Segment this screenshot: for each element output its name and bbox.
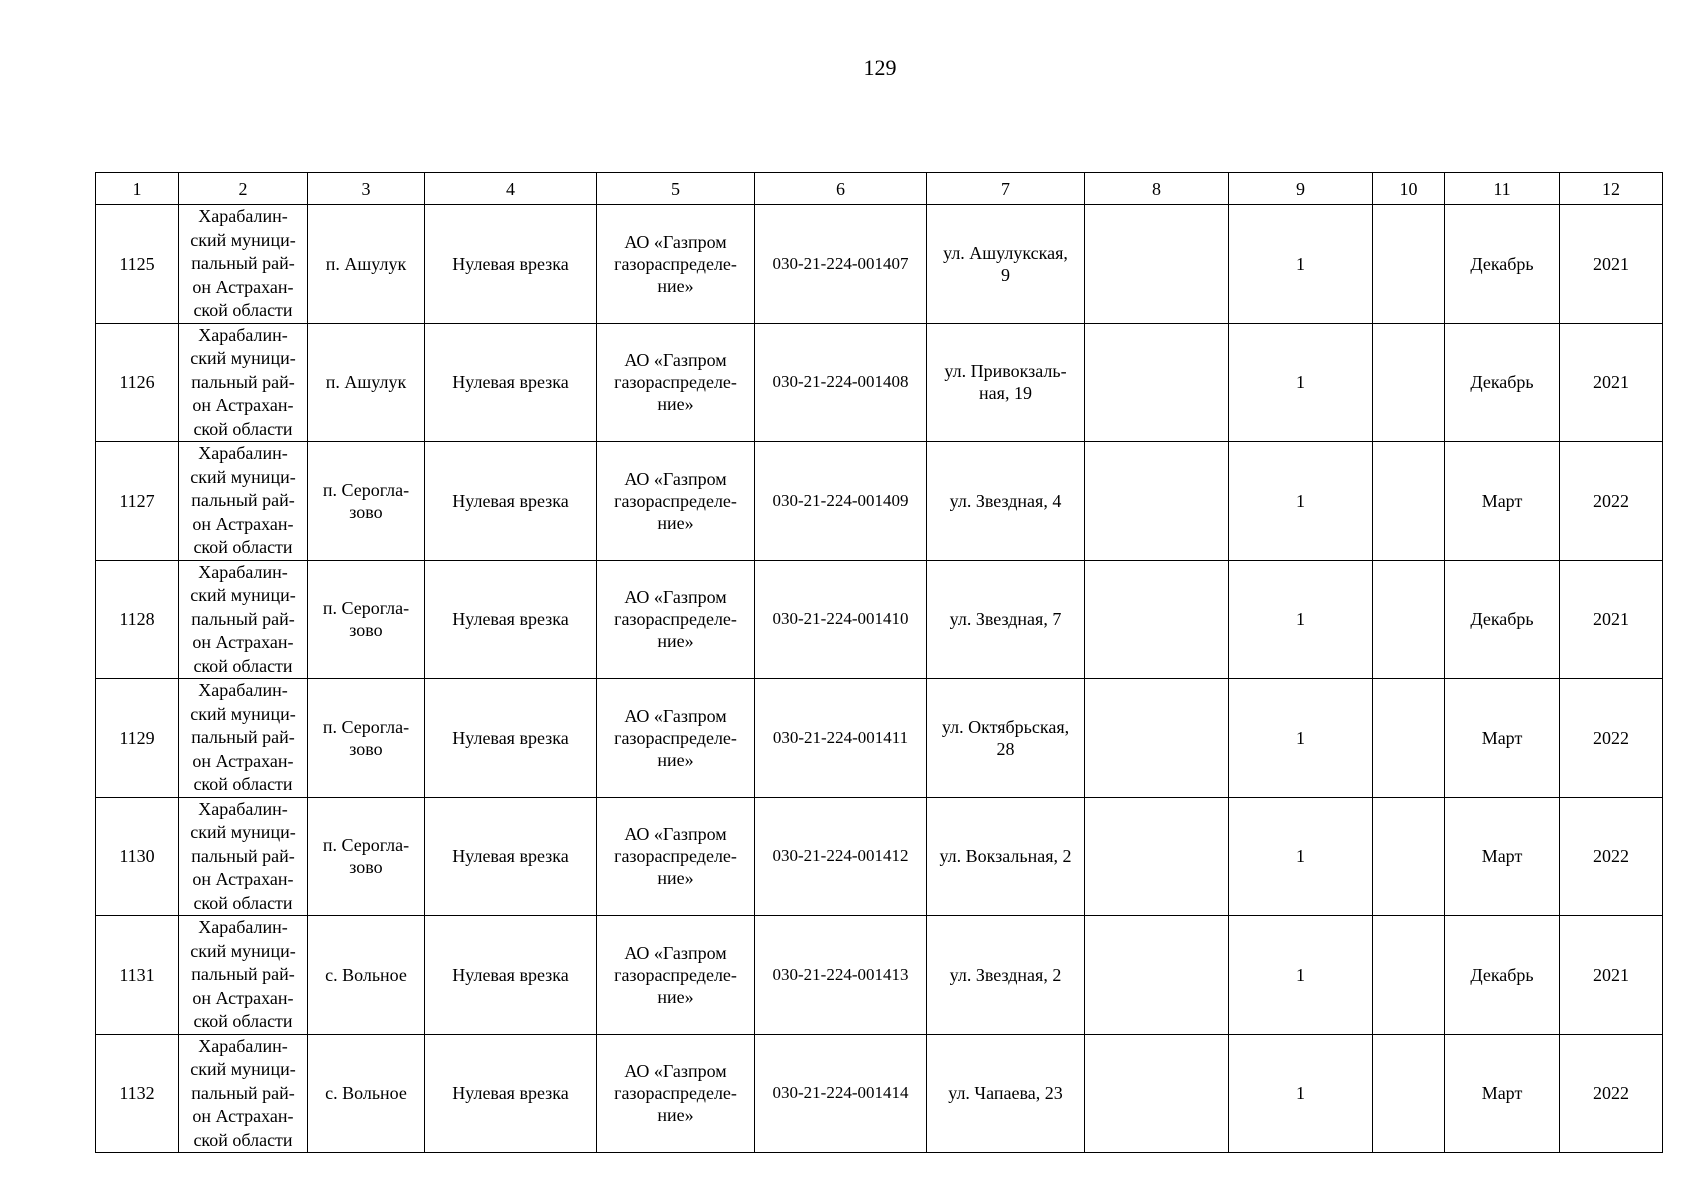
address-cell: [927, 442, 1085, 561]
settlement-cell: [308, 1034, 425, 1153]
settlement-line: п. Серогла-: [322, 835, 410, 856]
column-8-cell: [1085, 916, 1229, 1035]
address-cell: [927, 560, 1085, 679]
year-cell: 2022: [1560, 679, 1663, 798]
organization-line: газораспределе-: [614, 727, 737, 748]
address-cell: [927, 1034, 1085, 1153]
month-cell: Декабрь: [1445, 560, 1560, 679]
settlement-line: п. Серогла-: [322, 598, 410, 619]
table-row: [96, 679, 1663, 798]
column-8-cell: [1085, 797, 1229, 916]
address-line: ул. Чапаева, 23: [948, 1083, 1063, 1104]
organization-line: газораспределе-: [614, 964, 737, 985]
organization-line: АО «Газпром: [624, 231, 727, 252]
gasification-table: [95, 172, 1663, 1153]
settlement-line: с. Вольное: [325, 964, 407, 985]
organization-line: ние»: [657, 868, 694, 889]
district-line: Харабалин-: [198, 324, 288, 345]
district-line: пальный рай-: [191, 964, 295, 984]
address-line: ул. Вокзальная, 2: [939, 846, 1072, 867]
column-10-cell: [1373, 916, 1445, 1035]
column-10-cell: [1373, 205, 1445, 324]
district-line: ский муници-: [190, 229, 296, 250]
address-cell: [927, 797, 1085, 916]
settlement-line: зово: [349, 620, 383, 641]
district-line: ский муници-: [190, 822, 296, 842]
organization-line: ние»: [657, 986, 694, 1007]
organization-line: газораспределе-: [614, 609, 737, 630]
organization-line: АО «Газпром: [624, 942, 727, 963]
column-8-cell: [1085, 442, 1229, 561]
year-cell: 2021: [1560, 205, 1663, 324]
month-cell: Март: [1445, 797, 1560, 916]
column-header: 6: [755, 173, 927, 205]
district-line: он Астрахан-: [192, 1106, 294, 1126]
table-row: [96, 560, 1663, 679]
settlement-line: зово: [349, 501, 383, 522]
district-cell: [179, 1034, 308, 1153]
organization-cell: [597, 323, 755, 442]
row-number-cell: 1127: [96, 442, 179, 561]
district-line: пальный рай-: [191, 608, 295, 629]
column-9-cell: 1: [1229, 560, 1373, 679]
organization-line: ние»: [657, 394, 694, 415]
settlement-line: зово: [349, 857, 383, 878]
district-line: ской области: [193, 655, 293, 676]
row-number-cell: 1131: [96, 916, 179, 1035]
organization-line: АО «Газпром: [624, 824, 727, 845]
district-line: ской области: [193, 300, 293, 320]
settlement-line: п. Ашулук: [325, 253, 407, 274]
address-line: ная, 19: [979, 383, 1032, 404]
organization-line: АО «Газпром: [624, 587, 727, 608]
district-line: ской области: [193, 537, 293, 557]
column-9-cell: 1: [1229, 323, 1373, 442]
organization-line: АО «Газпром: [624, 350, 727, 371]
column-9-cell: 1: [1229, 679, 1373, 798]
object-code-cell: 030-21-224-001409: [755, 442, 927, 561]
column-10-cell: [1373, 323, 1445, 442]
work-type-cell: Нулевая врезка: [425, 323, 597, 442]
settlement-cell: [308, 323, 425, 442]
table-row: [96, 205, 1663, 324]
table-row: [96, 323, 1663, 442]
column-9-cell: 1: [1229, 442, 1373, 561]
row-number-cell: 1125: [96, 205, 179, 324]
organization-line: газораспределе-: [614, 846, 737, 867]
district-line: ский муници-: [190, 1059, 296, 1079]
organization-cell: [597, 797, 755, 916]
month-cell: Декабрь: [1445, 916, 1560, 1035]
settlement-cell: [308, 679, 425, 798]
column-header: 10: [1373, 173, 1445, 205]
column-header: 2: [179, 173, 308, 205]
district-line: ской области: [193, 1129, 293, 1150]
organization-line: ние»: [657, 749, 694, 770]
object-code-cell: 030-21-224-001408: [755, 323, 927, 442]
district-line: Харабалин-: [198, 798, 288, 819]
organization-line: ние»: [657, 631, 694, 652]
year-cell: 2022: [1560, 442, 1663, 561]
settlement-cell: [308, 916, 425, 1035]
district-line: ский муници-: [190, 348, 296, 368]
settlement-line: с. Вольное: [325, 1083, 407, 1104]
district-cell: [179, 797, 308, 916]
organization-line: ние»: [657, 275, 694, 296]
district-line: он Астрахан-: [192, 276, 294, 297]
address-cell: [927, 205, 1085, 324]
district-cell: [179, 560, 308, 679]
district-line: он Астрахан-: [192, 395, 294, 415]
work-type-cell: Нулевая врезка: [425, 916, 597, 1035]
column-header: 3: [308, 173, 425, 205]
work-type-cell: Нулевая врезка: [425, 560, 597, 679]
district-line: ской области: [193, 1011, 293, 1031]
work-type-cell: Нулевая врезка: [425, 1034, 597, 1153]
object-code-cell: 030-21-224-001413: [755, 916, 927, 1035]
column-9-cell: 1: [1229, 205, 1373, 324]
column-9-cell: 1: [1229, 1034, 1373, 1153]
district-line: ской области: [193, 774, 293, 794]
column-8-cell: [1085, 560, 1229, 679]
district-cell: [179, 205, 308, 324]
settlement-line: п. Серогла-: [322, 716, 410, 737]
settlement-cell: [308, 797, 425, 916]
year-cell: 2021: [1560, 560, 1663, 679]
column-header: 4: [425, 173, 597, 205]
work-type-cell: Нулевая врезка: [425, 205, 597, 324]
month-cell: Март: [1445, 679, 1560, 798]
organization-cell: [597, 916, 755, 1035]
column-header: 1: [96, 173, 179, 205]
object-code-cell: 030-21-224-001412: [755, 797, 927, 916]
table-row: [96, 916, 1663, 1035]
address-line: ул. Звездная, 4: [949, 490, 1062, 511]
address-line: ул. Привокзаль-: [944, 361, 1067, 382]
organization-line: газораспределе-: [614, 372, 737, 393]
district-line: ской области: [193, 892, 293, 913]
column-8-cell: [1085, 205, 1229, 324]
district-line: он Астрахан-: [192, 750, 294, 771]
district-line: пальный рай-: [191, 490, 295, 510]
district-line: Харабалин-: [198, 1035, 288, 1056]
work-type-cell: Нулевая врезка: [425, 442, 597, 561]
column-header: 11: [1445, 173, 1560, 205]
column-header: 8: [1085, 173, 1229, 205]
district-line: он Астрахан-: [192, 513, 294, 534]
organization-line: ние»: [657, 1105, 694, 1126]
table-body: [96, 205, 1663, 1153]
month-cell: Декабрь: [1445, 323, 1560, 442]
district-line: он Астрахан-: [192, 869, 294, 889]
address-line: ул. Звездная, 2: [949, 964, 1062, 985]
settlement-line: п. Ашулук: [325, 372, 407, 393]
column-8-cell: [1085, 1034, 1229, 1153]
month-cell: Декабрь: [1445, 205, 1560, 324]
district-line: он Астрахан-: [192, 632, 294, 652]
object-code-cell: 030-21-224-001414: [755, 1034, 927, 1153]
work-type-cell: Нулевая врезка: [425, 679, 597, 798]
column-header: 5: [597, 173, 755, 205]
row-number-cell: 1129: [96, 679, 179, 798]
organization-line: газораспределе-: [614, 253, 737, 274]
district-line: пальный рай-: [191, 845, 295, 866]
district-line: он Астрахан-: [192, 987, 294, 1008]
address-line: 28: [996, 738, 1015, 759]
district-line: ский муници-: [190, 703, 296, 724]
table-row: [96, 442, 1663, 561]
organization-cell: [597, 1034, 755, 1153]
settlement-line: зово: [349, 738, 383, 759]
district-line: пальный рай-: [191, 253, 295, 273]
column-10-cell: [1373, 442, 1445, 561]
column-9-cell: 1: [1229, 916, 1373, 1035]
column-10-cell: [1373, 679, 1445, 798]
district-line: Харабалин-: [198, 680, 288, 700]
organization-line: АО «Газпром: [624, 705, 727, 726]
year-cell: 2022: [1560, 797, 1663, 916]
row-number-cell: 1130: [96, 797, 179, 916]
table-row: [96, 1034, 1663, 1153]
month-cell: Март: [1445, 1034, 1560, 1153]
organization-cell: [597, 205, 755, 324]
month-cell: Март: [1445, 442, 1560, 561]
object-code-cell: 030-21-224-001410: [755, 560, 927, 679]
settlement-cell: [308, 205, 425, 324]
year-cell: 2021: [1560, 916, 1663, 1035]
organization-line: АО «Газпром: [624, 468, 727, 489]
table-row: [96, 797, 1663, 916]
column-header: 12: [1560, 173, 1663, 205]
column-header: 7: [927, 173, 1085, 205]
address-cell: [927, 323, 1085, 442]
district-cell: [179, 679, 308, 798]
year-cell: 2021: [1560, 323, 1663, 442]
address-line: ул. Ашулукская,: [943, 242, 1068, 263]
object-code-cell: 030-21-224-001411: [755, 679, 927, 798]
work-type-cell: Нулевая врезка: [425, 797, 597, 916]
organization-line: АО «Газпром: [624, 1061, 727, 1082]
column-header: 9: [1229, 173, 1373, 205]
organization-line: газораспределе-: [614, 1083, 737, 1104]
settlement-line: п. Серогла-: [322, 479, 410, 500]
column-8-cell: [1085, 679, 1229, 798]
organization-cell: [597, 560, 755, 679]
district-line: ский муници-: [190, 585, 296, 605]
row-number-cell: 1132: [96, 1034, 179, 1153]
district-line: Харабалин-: [198, 917, 288, 937]
organization-cell: [597, 679, 755, 798]
district-line: Харабалин-: [198, 443, 288, 463]
organization-line: ние»: [657, 512, 694, 533]
settlement-cell: [308, 560, 425, 679]
district-cell: [179, 442, 308, 561]
page-number: 129: [863, 55, 897, 80]
organization-line: газораспределе-: [614, 490, 737, 511]
district-line: Харабалин-: [198, 561, 288, 582]
district-cell: [179, 916, 308, 1035]
column-8-cell: [1085, 323, 1229, 442]
year-cell: 2022: [1560, 1034, 1663, 1153]
object-code-cell: 030-21-224-001407: [755, 205, 927, 324]
district-line: пальный рай-: [191, 1082, 295, 1103]
address-cell: [927, 679, 1085, 798]
district-line: ский муници-: [190, 466, 296, 487]
district-line: пальный рай-: [191, 371, 295, 392]
column-10-cell: [1373, 1034, 1445, 1153]
column-10-cell: [1373, 797, 1445, 916]
district-line: ской области: [193, 418, 293, 439]
district-line: ский муници-: [190, 940, 296, 961]
address-line: ул. Звездная, 7: [949, 609, 1062, 630]
column-number-row: [96, 173, 1663, 205]
column-10-cell: [1373, 560, 1445, 679]
column-9-cell: 1: [1229, 797, 1373, 916]
row-number-cell: 1126: [96, 323, 179, 442]
address-cell: [927, 916, 1085, 1035]
district-cell: [179, 323, 308, 442]
organization-cell: [597, 442, 755, 561]
row-number-cell: 1128: [96, 560, 179, 679]
district-line: пальный рай-: [191, 727, 295, 747]
settlement-cell: [308, 442, 425, 561]
district-line: Харабалин-: [198, 206, 288, 226]
address-line: 9: [1001, 264, 1010, 285]
address-line: ул. Октябрьская,: [941, 716, 1070, 737]
